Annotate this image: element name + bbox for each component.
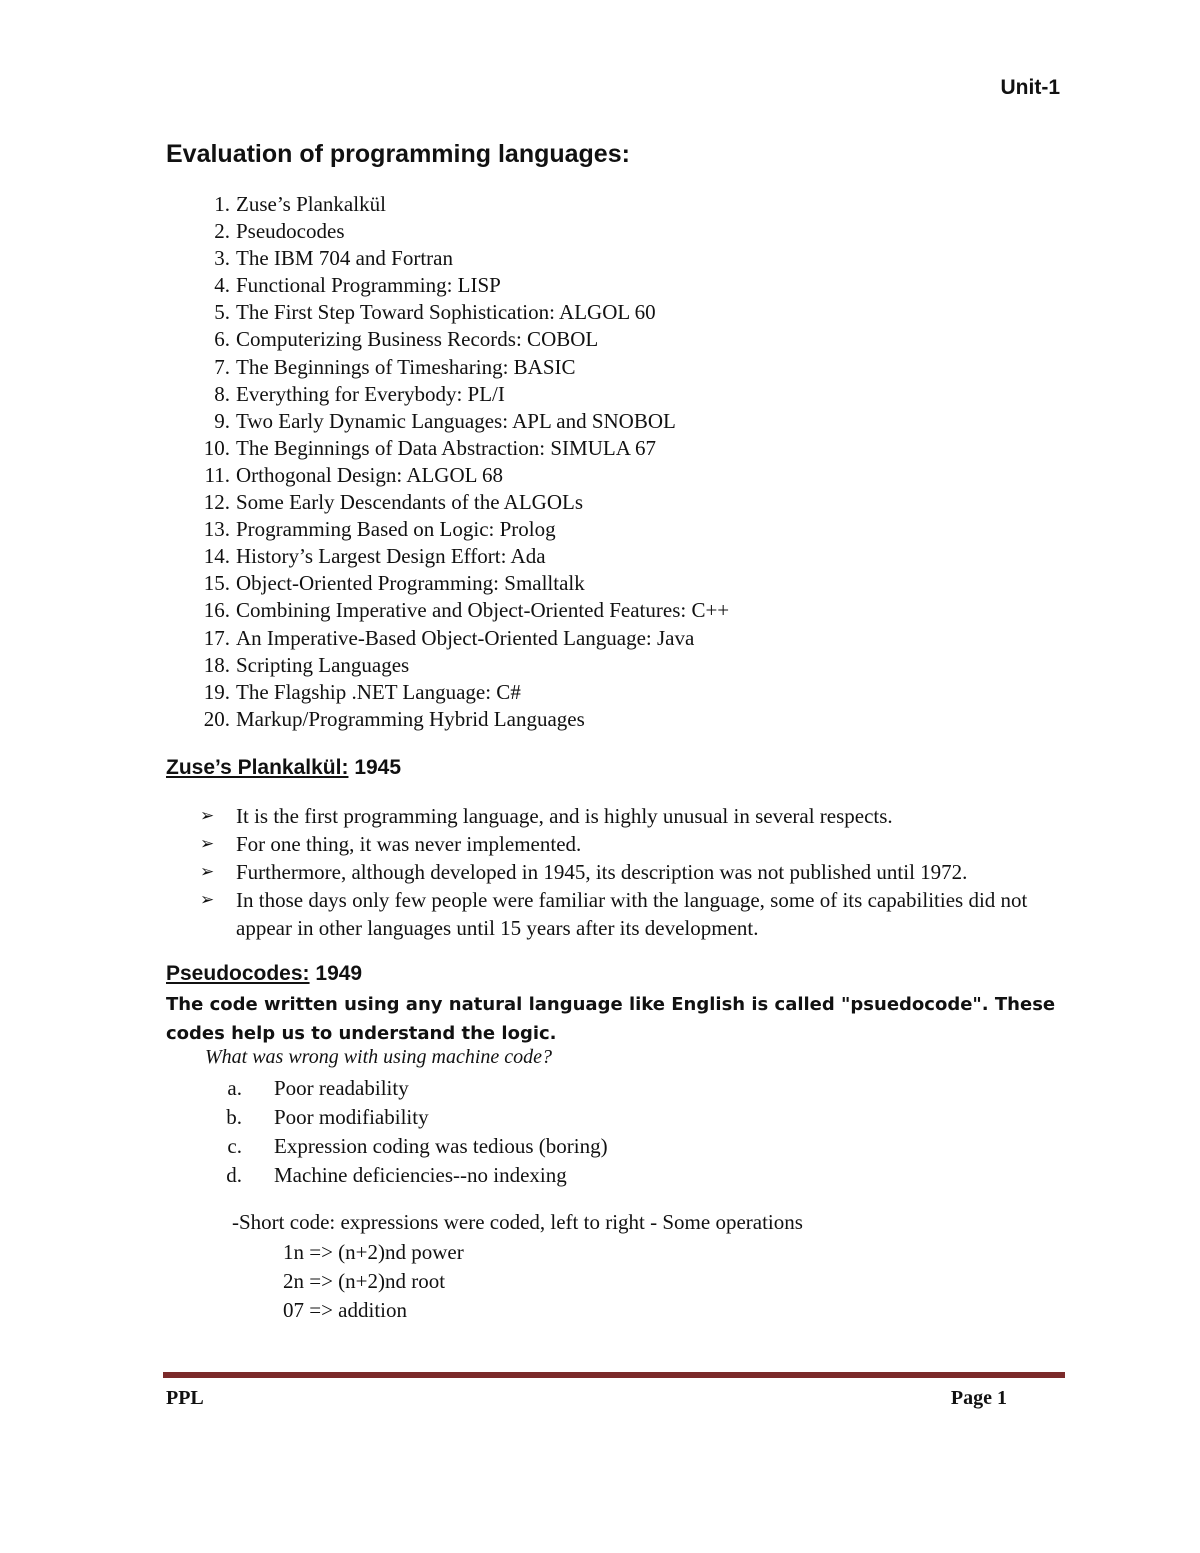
section-heading-pseudocodes (166, 962, 362, 986)
section-heading-zuse (166, 756, 401, 780)
list-number: 12. (203, 490, 230, 515)
machine-code-problems (200, 1074, 608, 1190)
list-text: Zuse’s Plankalkül (236, 192, 386, 216)
list-number: 14. (203, 544, 230, 569)
list-item (166, 435, 729, 462)
list-number: 16. (203, 598, 230, 623)
list-text: Computerizing Business Records: COBOL (236, 327, 599, 352)
arrow-bullet-icon: ➢ (200, 806, 215, 826)
list-text: Machine deficiencies--no indexing (274, 1163, 567, 1187)
list-text: History’s Largest Design Effort: Ada (236, 544, 546, 569)
list-text: Object-Oriented Programming: Smalltalk (236, 571, 585, 596)
list-letter: b. (226, 1105, 242, 1129)
section-title: Pseudocodes: (166, 962, 310, 985)
list-text: The First Step Toward Sophistication: ALGOL 60 (236, 300, 656, 325)
bullet-text: Furthermore, although developed in 1945, its description was not published until 1972. (236, 860, 968, 884)
list-item (166, 381, 729, 408)
list-item (200, 1161, 608, 1190)
list-letter: a. (227, 1076, 242, 1100)
list-text: Everything for Everybody: PL/I (236, 381, 505, 406)
list-text: Some Early Descendants of the ALGOLs (236, 490, 584, 515)
footer-course: PPL (166, 1387, 204, 1409)
list-item (166, 408, 729, 435)
list-text: Programming Based on Logic: Prolog (236, 517, 556, 542)
code-line: 2n => (n+2)nd root (283, 1269, 446, 1293)
pseudocode-definition: The code written using any natural language like English is called "psuedocode". These codes help us to understand the logic. (166, 994, 1056, 1044)
list-item (166, 272, 729, 299)
list-item (166, 706, 729, 733)
list-text: Orthogonal Design: ALGOL 68 (236, 462, 503, 487)
bullet-text: In those days only few people were familiar with the language, some of its capabilities did not appear in other languages until 15 years after its development. (236, 888, 1028, 940)
list-item (166, 354, 729, 381)
list-item (166, 570, 729, 597)
language-list (166, 191, 729, 733)
list-text: An Imperative-Based Object-Oriented Language: Java (236, 625, 695, 650)
section-year: 1945 (354, 756, 402, 779)
list-text: Scripting Languages (236, 652, 410, 677)
list-text: The IBM 704 and Fortran (236, 246, 453, 271)
list-letter: c. (227, 1134, 242, 1158)
list-text: Pseudocodes (236, 219, 345, 244)
list-text: Combining Imperative and Object-Oriented Features: C++ (236, 598, 730, 623)
arrow-bullet-icon: ➢ (200, 834, 215, 854)
footer-rule (163, 1372, 1065, 1378)
list-text: Markup/Programming Hybrid Languages (236, 706, 585, 731)
list-item (200, 1103, 608, 1132)
list-item (166, 543, 729, 570)
list-text: Expression coding was tedious (boring) (274, 1134, 608, 1158)
list-item (166, 245, 729, 272)
bullet-item (200, 858, 1080, 886)
list-text: Functional Programming: LISP (236, 273, 501, 298)
short-code-operations (283, 1238, 464, 1325)
list-number: 20. (203, 706, 230, 731)
list-item (166, 326, 729, 353)
list-number: 15. (203, 571, 230, 596)
arrow-bullet-icon: ➢ (200, 862, 215, 882)
bullet-item (200, 886, 1080, 942)
code-line: 07 => addition (283, 1298, 408, 1322)
list-item (166, 625, 729, 652)
list-item (166, 218, 729, 245)
list-item (166, 597, 729, 624)
list-text: The Beginnings of Timesharing: BASIC (236, 354, 576, 379)
list-number: 2. (214, 219, 230, 244)
list-letter: d. (226, 1163, 242, 1187)
page-number: Page 1 (950, 1387, 1007, 1409)
list-text: The Flagship .NET Language: C# (236, 679, 521, 704)
list-item (166, 191, 729, 218)
list-item (166, 462, 729, 489)
list-number: 9. (214, 408, 230, 433)
section-title: Zuse’s Plankalkül: (166, 756, 349, 779)
list-item (200, 1132, 608, 1161)
short-code-text: -Short code: expressions were coded, left to right - Some operations (232, 1210, 803, 1234)
list-item (166, 679, 729, 706)
list-number: 18. (203, 652, 230, 677)
list-number: 5. (214, 300, 230, 325)
section-year: 1949 (315, 962, 363, 985)
list-item (166, 489, 729, 516)
list-item (166, 516, 729, 543)
list-text: Two Early Dynamic Languages: APL and SNOBOL (236, 408, 676, 433)
bullet-text: For one thing, it was never implemented. (236, 832, 582, 856)
bullet-item (200, 830, 1080, 858)
list-item (200, 1074, 608, 1103)
list-number: 6. (214, 327, 230, 352)
bullet-text: It is the first programming language, and is highly unusual in several respects. (236, 804, 893, 828)
list-number: 10. (203, 435, 230, 460)
arrow-bullet-icon: ➢ (200, 890, 215, 910)
list-number: 3. (214, 246, 230, 271)
unit-label: Unit-1 (1000, 76, 1060, 99)
list-item (166, 652, 729, 679)
list-number: 4. (214, 273, 230, 298)
list-number: 13. (203, 517, 230, 542)
list-item (166, 299, 729, 326)
bullet-item (200, 802, 1080, 830)
list-number: 8. (214, 381, 230, 406)
list-text: Poor readability (274, 1076, 409, 1100)
code-line: 1n => (n+2)nd power (283, 1240, 464, 1264)
list-text: The Beginnings of Data Abstraction: SIMULA 67 (236, 435, 656, 460)
list-number: 19. (203, 679, 230, 704)
zuse-bullet-list (200, 802, 1080, 942)
page-title: Evaluation of programming languages: (166, 140, 630, 168)
list-number: 17. (203, 625, 230, 650)
list-number: 7. (214, 354, 230, 379)
list-text: Poor modifiability (274, 1105, 429, 1129)
machine-code-question: What was wrong with using machine code? (205, 1046, 553, 1068)
list-number: 1. (214, 192, 230, 216)
list-number: 11. (204, 462, 230, 487)
